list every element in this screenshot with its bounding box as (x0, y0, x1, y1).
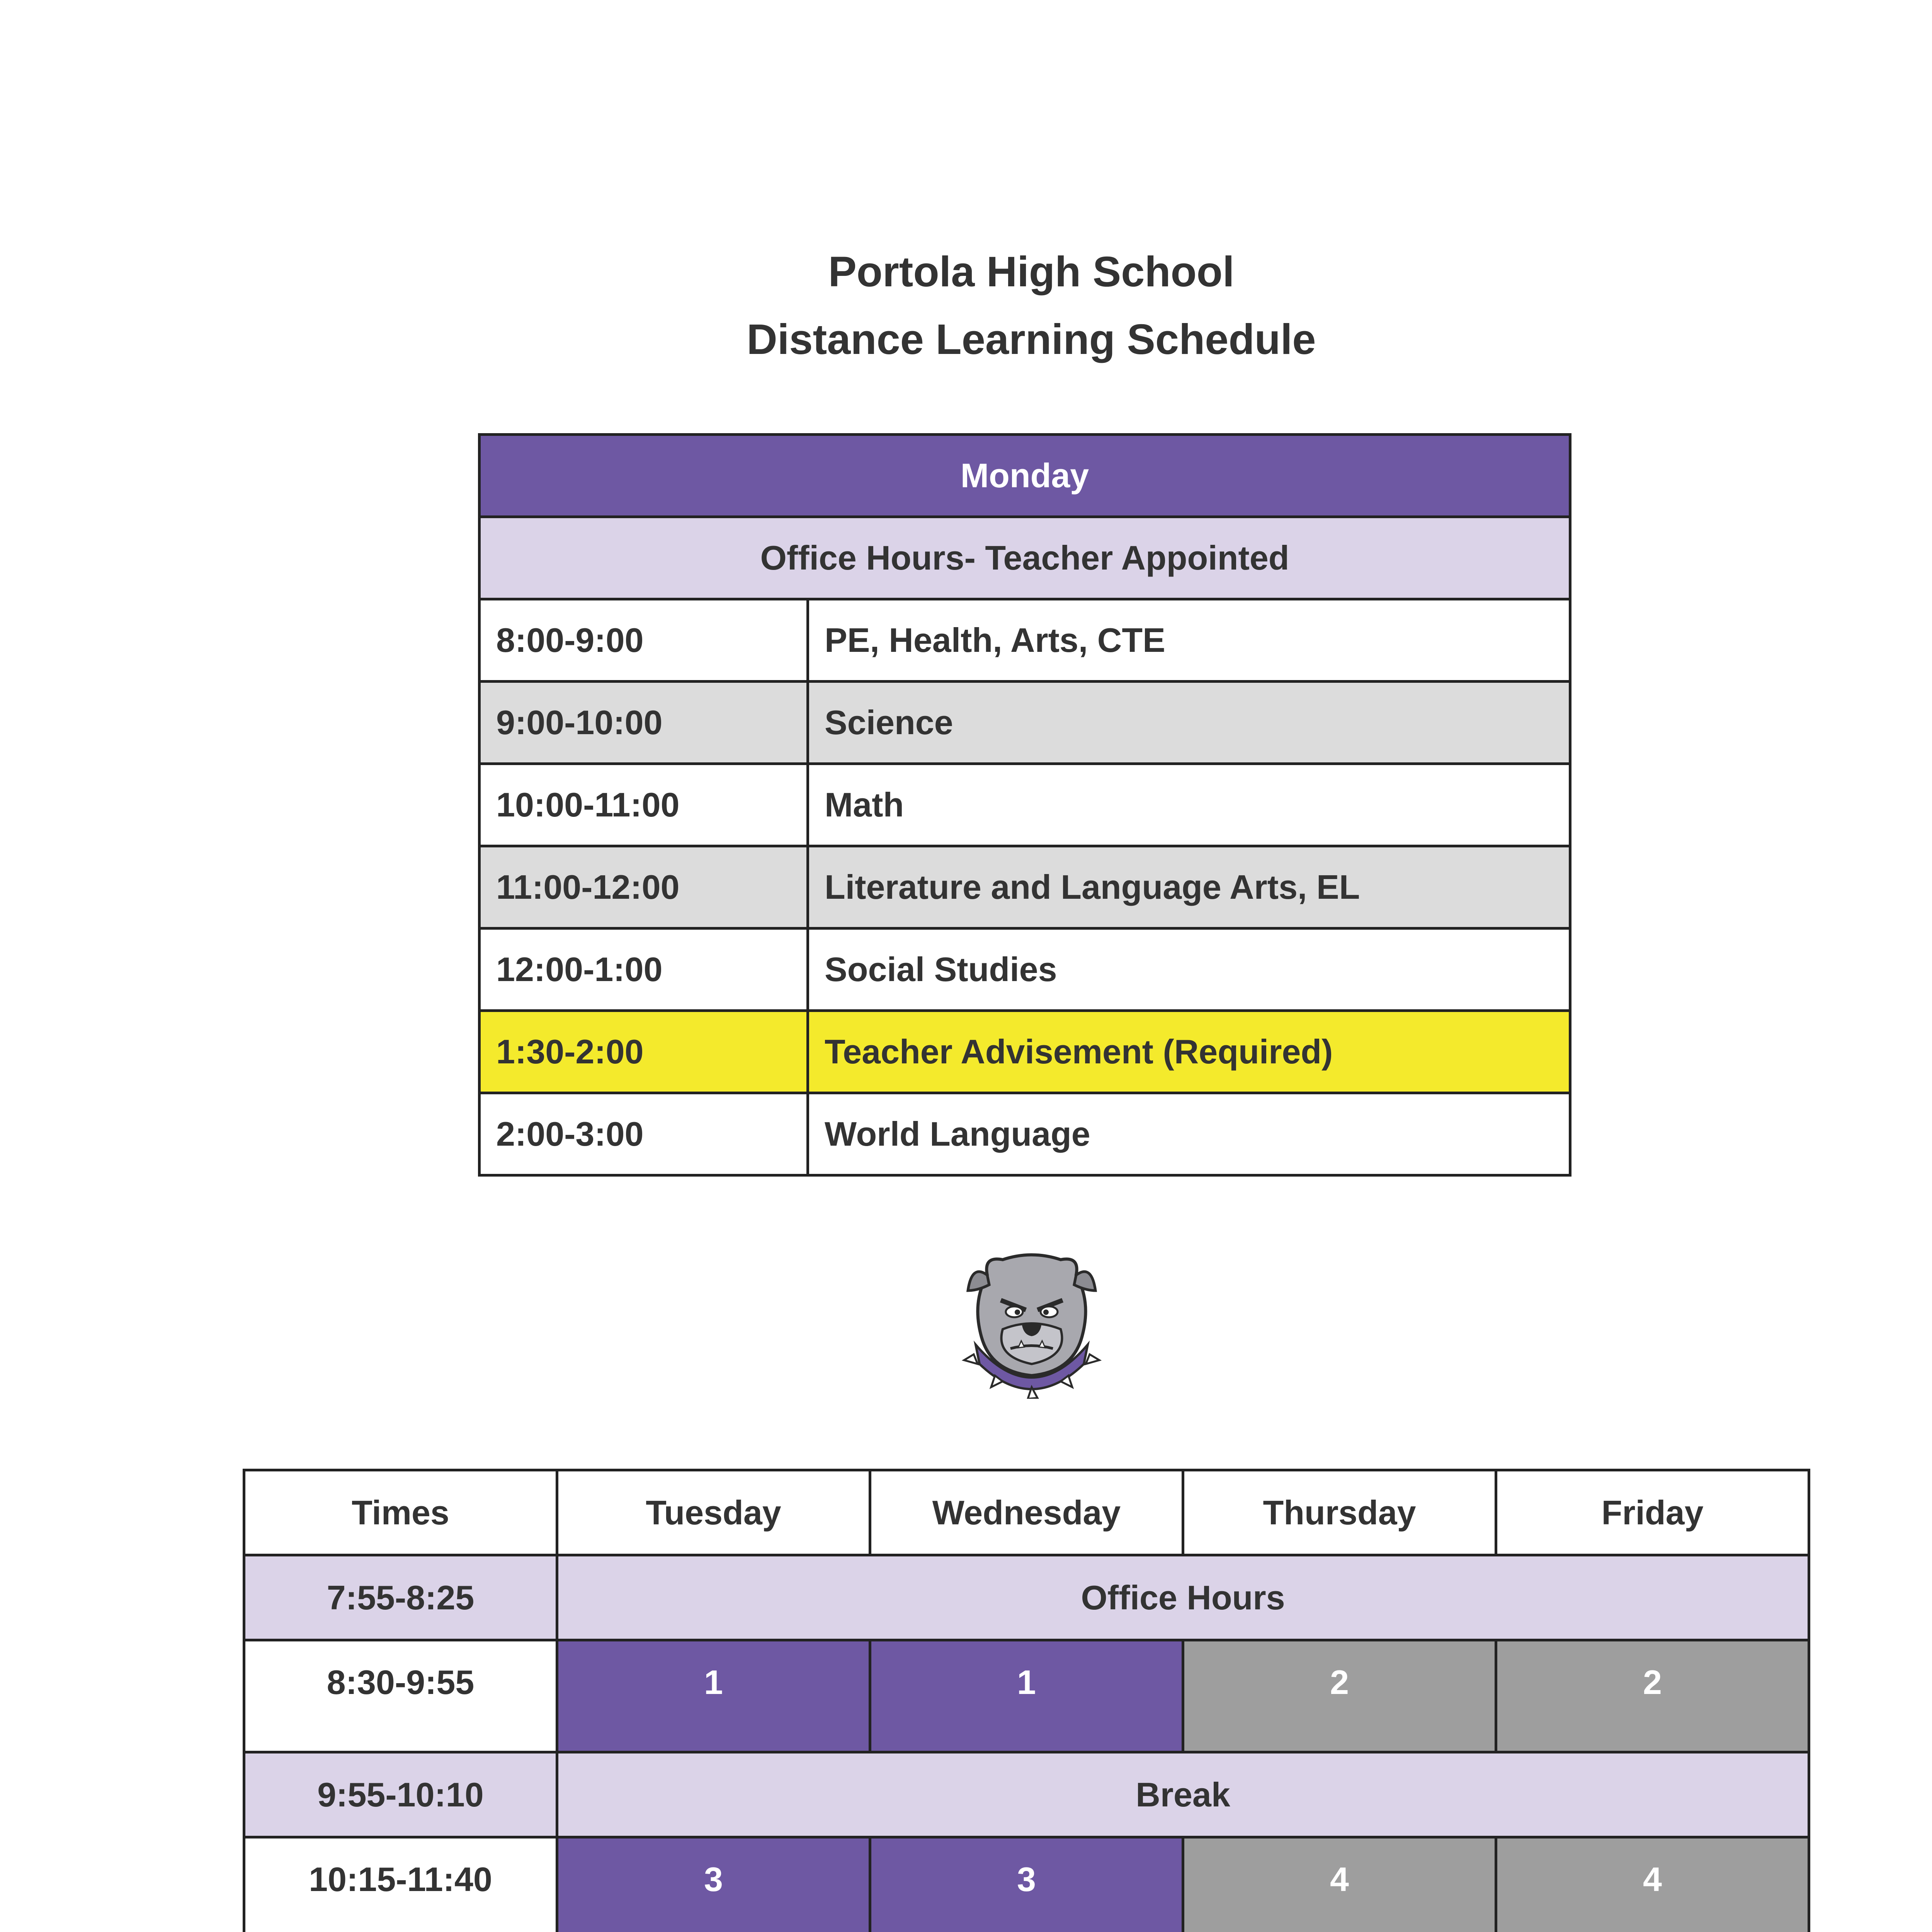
school-name: Portola High School (828, 248, 1235, 296)
column-header-thursday: Thursday (1183, 1470, 1496, 1555)
monday-header: Monday (480, 435, 1570, 517)
row-time: 1:30-2:00 (480, 1011, 808, 1093)
row-time: 2:00-3:00 (480, 1093, 808, 1175)
row-time: 12:00-1:00 (480, 929, 808, 1011)
period-cell: 4 (1183, 1837, 1496, 1932)
schedule-title: Distance Learning Schedule (747, 316, 1316, 363)
row-time: 9:00-10:00 (480, 682, 808, 764)
office-hours-label: Office Hours (557, 1555, 1809, 1640)
row-subject: Literature and Language Arts, EL (808, 846, 1570, 929)
monday-header-row (480, 435, 1570, 517)
table-row (480, 599, 1570, 682)
period-cell: 2 (1183, 1640, 1496, 1752)
table-row-highlighted (480, 1011, 1570, 1093)
period-cell: 1 (870, 1640, 1183, 1752)
table-row (480, 846, 1570, 929)
row-time: 8:00-9:00 (480, 599, 808, 682)
column-header-times: Times (244, 1470, 557, 1555)
row-time: 7:55-8:25 (244, 1555, 557, 1640)
office-hours-row (244, 1555, 1809, 1640)
table-row (480, 1093, 1570, 1175)
row-subject: World Language (808, 1093, 1570, 1175)
row-subject: Teacher Advisement (Required) (808, 1011, 1570, 1093)
table-row (480, 764, 1570, 846)
header-row (244, 1470, 1809, 1555)
row-subject: Science (808, 682, 1570, 764)
period-cell: 1 (557, 1640, 870, 1752)
column-header-friday: Friday (1496, 1470, 1809, 1555)
period-cell: 3 (557, 1837, 870, 1932)
row-subject: Math (808, 764, 1570, 846)
row-subject: PE, Health, Arts, CTE (808, 599, 1570, 682)
break-label: Break (557, 1752, 1809, 1837)
row-time: 8:30-9:55 (244, 1640, 557, 1752)
monday-schedule-table (478, 433, 1571, 1177)
weekly-schedule-table (243, 1469, 1810, 1932)
period-cell: 3 (870, 1837, 1183, 1932)
table-row (244, 1837, 1809, 1932)
monday-office-hours: Office Hours- Teacher Appointed (480, 517, 1570, 599)
row-time: 10:15-11:40 (244, 1837, 557, 1932)
row-time: 10:00-11:00 (480, 764, 808, 846)
row-subject: Social Studies (808, 929, 1570, 1011)
bulldog-mascot-icon (960, 1248, 1103, 1399)
table-row (480, 682, 1570, 764)
break-row (244, 1752, 1809, 1837)
row-time: 11:00-12:00 (480, 846, 808, 929)
row-time: 9:55-10:10 (244, 1752, 557, 1837)
table-row (480, 929, 1570, 1011)
period-cell: 2 (1496, 1640, 1809, 1752)
monday-office-hours-row (480, 517, 1570, 599)
period-cell: 4 (1496, 1837, 1809, 1932)
column-header-wednesday: Wednesday (870, 1470, 1183, 1555)
column-header-tuesday: Tuesday (557, 1470, 870, 1555)
table-row (244, 1640, 1809, 1752)
